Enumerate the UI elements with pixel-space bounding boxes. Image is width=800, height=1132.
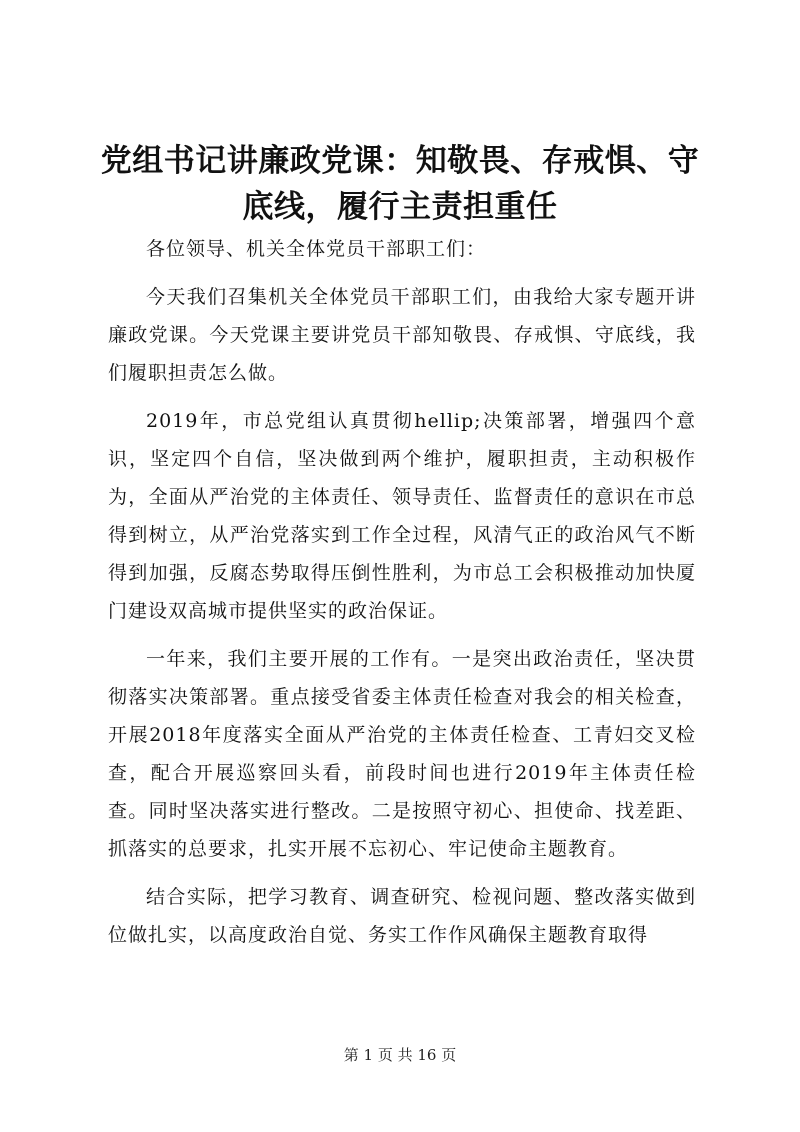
paragraph-2019-review: 2019年，市总党组认真贯彻hellip;决策部署，增强四个意识，坚定四个自信，坚决做到两个维护，履职担责，主动积极作为，全面从严治党的主体责任、领导责任、监督责任的意识在市总得到树立，从严治党落实到工作全过程，风清气正的政治风气不断得到加强，反腐态势取得压倒性胜利，为市总工会积极推动加快厦门建设双高城市提供坚实的政治保证。 xyxy=(108,410,696,622)
paragraph-greeting: 各位领导、机关全体党员干部职工们： xyxy=(146,238,487,260)
document-body xyxy=(108,230,696,964)
paragraph-practice: 结合实际，把学习教育、调查研究、检视问题、整改落实做到位做扎实，以高度政治自觉、务实工作作风确保主题教育取得 xyxy=(108,886,696,946)
paragraph-work-summary: 一年来，我们主要开展的工作有。一是突出政治责任，坚决贯彻落实决策部署。重点接受省委主体责任检查对我会的相关检查，开展2018年度落实全面从严治党的主体责任检查、工青妇交叉检查，配合开展巡察回头看，前段时间也进行2019年主体责任检查。同时坚决落实进行整改。二是按照守初心、担使命、找差距、抓落实的总要求，扎实开展不忘初心、牢记使命主题教育。 xyxy=(108,648,696,860)
document-title: 党组书记讲廉政党课：知敬畏、存戒惧、守底线，履行主责担重任 xyxy=(100,143,700,225)
paragraph-intro: 今天我们召集机关全体党员干部职工们，由我给大家专题开讲廉政党课。今天党课主要讲党员干部知敬畏、存戒惧、守底线，我们履职担责怎么做。 xyxy=(108,286,696,384)
page-footer: 第 1 页 共 16 页 xyxy=(343,1046,457,1064)
